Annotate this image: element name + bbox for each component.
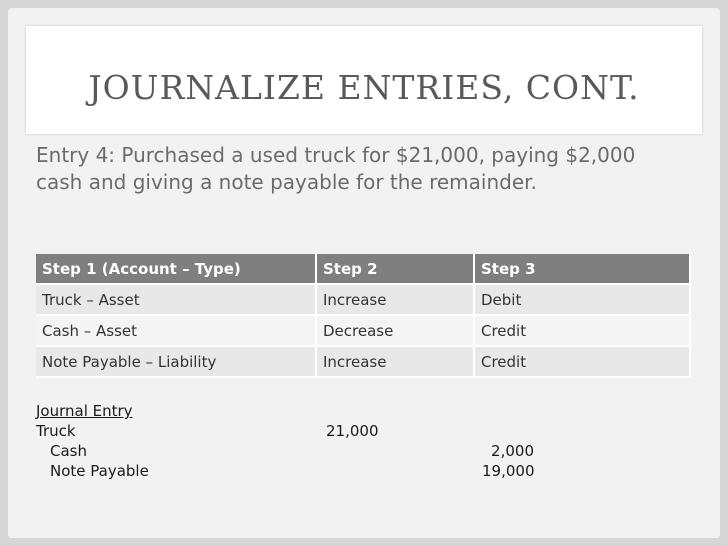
journal-line (36, 462, 556, 482)
journal-credit: 19,000 (482, 462, 535, 480)
journal-credit: 2,000 (491, 442, 534, 460)
table-cell-account: Note Payable – Liability (36, 346, 316, 377)
journal-account: Cash (50, 442, 87, 460)
table-cell-effect: Increase (316, 346, 474, 377)
slide (8, 8, 720, 538)
journal-debit: 21,000 (326, 422, 379, 440)
table-cell-account: Truck – Asset (36, 284, 316, 315)
journal-heading: Journal Entry (36, 402, 133, 420)
journal-line (36, 422, 556, 442)
entry-description: Entry 4: Purchased a used truck for $21,000, paying $2,000 cash and giving a note payable for the remainder. (36, 143, 636, 194)
slide-title: JOURNALIZE ENTRIES, CONT. (88, 68, 640, 107)
column-header-step2: Step 2 (316, 254, 474, 284)
journal-account: Truck (36, 422, 76, 440)
table-header-row (36, 254, 690, 284)
column-header-step3: Step 3 (474, 254, 690, 284)
table-cell-effect: Decrease (316, 315, 474, 346)
steps-table (36, 254, 691, 378)
table-row (36, 315, 690, 346)
journal-line (36, 442, 556, 462)
table-row (36, 346, 690, 377)
table-cell-side: Credit (474, 346, 690, 377)
table-cell-account: Cash – Asset (36, 315, 316, 346)
table-cell-side: Debit (474, 284, 690, 315)
title-box (26, 26, 702, 134)
table-cell-side: Credit (474, 315, 690, 346)
column-header-step1: Step 1 (Account – Type) (36, 254, 316, 284)
table-row (36, 284, 690, 315)
journal-account: Note Payable (50, 462, 149, 480)
table-cell-effect: Increase (316, 284, 474, 315)
